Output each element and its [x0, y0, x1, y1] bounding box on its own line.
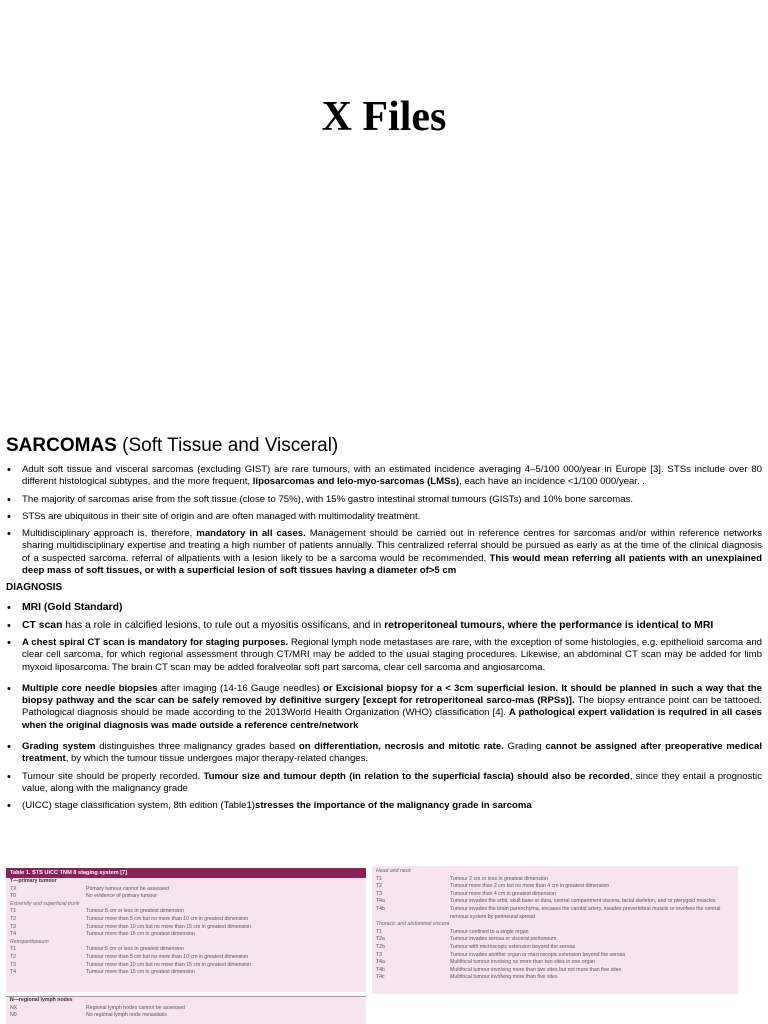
- table-cell-description: No evidence of primary tumour: [86, 893, 157, 900]
- table-cell-category: T4b: [376, 966, 385, 973]
- table-section-label: Head and neck: [376, 868, 411, 874]
- table-cell-category: T1: [10, 946, 17, 953]
- table-body: [6, 878, 366, 977]
- table-cell-category: T3: [10, 961, 17, 968]
- text: Regional lymph node metastases are rare, with the exception of some histologies, e.g. epithelioid sarcoma and clear cell sarcoma, for which regional assessment through CT/MRI may be added to the usual staging procedures. Likewise, an abdominal CT scan may be added for limb myxoid liposarcoma. The brain CT scan may be added foralveolar soft part sarcoma, clear cell sarcoma and angiosarcoma.: [22, 636, 762, 673]
- table-cell-category: T2: [10, 915, 17, 922]
- bullet-item: [6, 771, 762, 796]
- text: (UICC) stage classification system, 8th edition (Table1): [22, 800, 256, 812]
- table-cell-category: T4a: [376, 959, 385, 966]
- bold-text: A pathological expert validation is required in all cases when the original diagnosis was made outside a reference centre/network: [22, 707, 762, 731]
- table-cell-category: T4: [10, 969, 17, 976]
- table-cell-description: Regional lymph nodes cannot be assessed: [86, 1004, 185, 1011]
- table-row: [6, 969, 366, 977]
- bullet-item: [6, 494, 762, 506]
- table-cell-description: Tumour 2 cm or less in greatest dimension: [450, 875, 548, 882]
- text: distinguishes three malignancy grades based: [95, 741, 299, 753]
- table-section-label: Retroperitoneum: [10, 938, 49, 945]
- table-cell-category: TX: [10, 885, 17, 892]
- diagnosis-bullet-list: [6, 602, 762, 812]
- table-row: [6, 931, 366, 939]
- table-row: [6, 1005, 366, 1013]
- table-cell-description: Multifocal tumour involving more than two sites but not more than five sites: [450, 966, 622, 973]
- diagnosis-label: DIAGNOSIS: [6, 582, 63, 594]
- table-body: [372, 868, 738, 982]
- bullet-item: [6, 511, 762, 523]
- bullet-item: [6, 683, 762, 732]
- text: has a role in calcified lesions, to rule out a myositis ossificans, and in: [62, 619, 385, 631]
- table-cell-description: Tumour 5 cm or less in greatest dimension: [86, 908, 184, 915]
- table-cell-description: Tumour more than 4 cm in greatest dimension: [450, 890, 556, 897]
- table-row: [372, 891, 738, 899]
- table-cell-description: Tumour invades the orbit, skull base or dura, central compartment viscera, facial skeleton, and or pterygoid muscles: [450, 898, 716, 905]
- bold-text: CT scan: [22, 619, 63, 631]
- bullet-item: [6, 464, 762, 489]
- text: Management should be carried out in reference centres for sarcomas and/or within reference networks sharing multidisciplinary expertise and treating a high number of patients annually. This centralized referral should be pursued as early as at the time of the clinical diagnosis of a suspected sarcoma. referral of allpatients with a lesion likely to be a sarcoma would be recommended.: [22, 528, 762, 564]
- table-row: [6, 916, 366, 924]
- table-cell-description: Tumour invades another organ or macroscopic extension beyond the serosa: [450, 951, 626, 958]
- text: after imaging (14-16 Gauge needles): [157, 682, 323, 694]
- table-cell-description: Tumour more than 10 cm but no more than 15 cm in greatest dimension: [86, 923, 252, 930]
- bold-text: cannot be assigned after preoperative medical treatment: [22, 741, 763, 765]
- text: Multidisciplinary approach is, therefore,: [22, 528, 197, 540]
- table-body: [6, 997, 366, 1020]
- table-cell-category: T2a: [376, 936, 385, 943]
- text: The biopsy entrance point can be tattooed. Pathological diagnosis should be made according to the 2013World Health Organization (WHO) classification [4].: [22, 695, 762, 719]
- table-cell-description: No regional lymph node metastasis: [86, 1012, 168, 1019]
- bullet-item: [6, 620, 762, 632]
- table-row: [6, 946, 366, 954]
- tnm-staging-table-right: [372, 866, 738, 994]
- table-row: [6, 924, 366, 932]
- intro-bullet-list: [6, 464, 762, 577]
- table-cell-description: Tumour more than 2 cm but no more than 4 cm in greatest dimension: [450, 883, 610, 890]
- text: , since they entail a prognostic value, along with the malignancy grade: [22, 770, 762, 794]
- text: Tumour site should be properly recorded.: [22, 770, 204, 782]
- text: , by which the tumour tissue undergoes major therapy-related changes.: [65, 753, 369, 765]
- bullet-item: [6, 528, 762, 577]
- bold-text: or Excisional biopsy for a < 3cm superficial lesion. It should be planned in such a way that the biopsy pathway and the scar can be safely removed by definitive surgery [except for retroperitoneal sarco-mas (RPSs)].: [22, 682, 763, 707]
- bold-text: stresses the importance of the malignancy grade in sarcoma: [255, 800, 532, 812]
- table-cell-description: Tumour more than 10 cm but no more than 15 cm in greatest dimension: [86, 961, 252, 968]
- table-row: [372, 876, 738, 884]
- table-row: [6, 1012, 366, 1020]
- table-cell-category: T1: [10, 908, 17, 915]
- table-cell-category: T0: [10, 893, 17, 900]
- bold-text: Multiple core needle biopsies: [22, 682, 158, 694]
- table-section-label: Extremity and superficial trunk: [10, 900, 80, 907]
- table-row: [372, 967, 738, 975]
- table-cell-description: Tumour invades the brain parenchyma, encases the carotid artery, invades prevertebral muscle or involves the central: [450, 905, 721, 912]
- table-cell-category: T3: [376, 890, 383, 897]
- tnm-staging-table-left-lower: [6, 996, 366, 1024]
- bold-text: mandatory in all cases.: [196, 528, 306, 540]
- table-cell-description: Tumour invades serosa or visceral peritoneum: [450, 936, 557, 943]
- bold-text: Tumour size and tumour depth (in relation to the superficial fascia) should also be recorded: [203, 770, 630, 782]
- text: Grading: [503, 741, 546, 753]
- text: The majority of sarcomas arise from the soft tissue (close to 75%), with 15% gastro intestinal stromal tumours (GISTs) and 10% bone sarcomas.: [22, 493, 634, 505]
- table-cell-description: Tumour 5 cm or less in greatest dimension: [86, 946, 184, 953]
- section-heading: [6, 434, 762, 458]
- table-row: [6, 886, 366, 894]
- table-header: Table 1. STS UICC TNM 8 staging system [7]: [6, 868, 366, 878]
- tnm-staging-table-left: [6, 868, 366, 992]
- table-cell-category: T2b: [376, 943, 385, 950]
- table-row: [372, 929, 738, 937]
- table-cell-description: Tumour more than 15 cm in greatest dimension: [86, 969, 195, 976]
- table-row: [372, 883, 738, 891]
- table-cell-description: Tumour with microscopic extension beyond the serosa: [450, 943, 575, 950]
- table-subheading: N—regional lymph nodes: [10, 997, 73, 1003]
- table-cell-category: T4a: [376, 898, 385, 905]
- table-cell-description: Tumour more than 15 cm in greatest dimension: [86, 931, 195, 938]
- table-cell-description: nervous system by perineural spread: [450, 913, 536, 920]
- bullet-item: [6, 637, 762, 674]
- table-subheading: T—primary tumour: [10, 878, 57, 884]
- bold-text: liposarcomas and leio-myo-sarcomas (LMSs): [252, 476, 460, 488]
- bullet-item: [6, 602, 762, 614]
- table-cell-category: T4: [10, 931, 17, 938]
- text: , each have an incidence <1/100 000/year. .: [459, 476, 645, 488]
- page-title: X Files: [321, 94, 447, 140]
- table-cell-description: Tumour more than 5 cm but no more than 10 cm in greatest dimension: [86, 915, 249, 922]
- section-heading-rest: (Soft Tissue and Visceral): [116, 435, 339, 456]
- table-cell-category: T2: [10, 953, 17, 960]
- table-row: [6, 893, 366, 901]
- table-cell-description: Multifocal tumour involving no more than two sites in one organ: [450, 959, 596, 966]
- table-cell-description: Tumour confined to a single organ: [450, 928, 529, 935]
- table-row: [372, 914, 738, 922]
- table-cell-category: T3: [10, 923, 17, 930]
- table-cell-description: Tumour more than 5 cm but no more than 10 cm in greatest dimension: [86, 953, 249, 960]
- table-row: [372, 944, 738, 952]
- table-row: [372, 952, 738, 960]
- table-section-label: Thoracic and abdominal viscera: [376, 921, 450, 928]
- bold-text: MRI (Gold Standard): [22, 602, 123, 614]
- table-cell-category: T4b: [376, 905, 385, 912]
- bold-text: A chest spiral CT scan is mandatory for staging purposes.: [22, 636, 289, 648]
- table-cell-category: T4c: [376, 974, 385, 981]
- table-cell-category: T2: [376, 883, 383, 890]
- text: Adult soft tissue and visceral sarcomas (excluding GIST) are rare tumours, with an estimated incidence averaging 4–5/100 000/year in Europe [3]. STSs include over 80 different histological subtypes, and the more frequent,: [22, 464, 762, 488]
- table-cell-description: Multifocal tumour involving more than five sites: [450, 974, 558, 981]
- bold-text: Grading system: [22, 741, 96, 753]
- bold-text: retroperitoneal tumours, where the performance is identical to MRI: [384, 619, 714, 631]
- table-cell-category: T3: [376, 951, 383, 958]
- table-row: [372, 906, 738, 914]
- table-row: [6, 962, 366, 970]
- table-cell-category: [372, 914, 450, 922]
- table-cell-category: N0: [10, 1012, 17, 1019]
- table-row: [6, 908, 366, 916]
- table-row: [372, 936, 738, 944]
- bullet-item: [6, 800, 762, 812]
- text: STSs are ubiquitous in their site of origin and are often managed with multimodality treatment.: [22, 510, 421, 522]
- table-row: [372, 898, 738, 906]
- bold-text: on differentiation, necrosis and mitotic rate.: [298, 741, 504, 753]
- table-row: [372, 959, 738, 967]
- sarcomas-section: [6, 434, 762, 818]
- bold-text: This would mean referring all patients with an unexplained deep mass of soft tissues, or with a superficial lesion of soft tissues having a diameter of>5 cm: [22, 552, 762, 577]
- bullet-item: [6, 741, 762, 766]
- section-heading-bold: SARCOMAS: [6, 435, 117, 456]
- table-row: [372, 974, 738, 982]
- table-cell-category: T1: [376, 875, 383, 882]
- table-row: [6, 954, 366, 962]
- table-cell-category: T1: [376, 928, 383, 935]
- table-cell-description: Primary tumour cannot be assessed: [86, 885, 170, 892]
- table-cell-category: NX: [10, 1004, 18, 1011]
